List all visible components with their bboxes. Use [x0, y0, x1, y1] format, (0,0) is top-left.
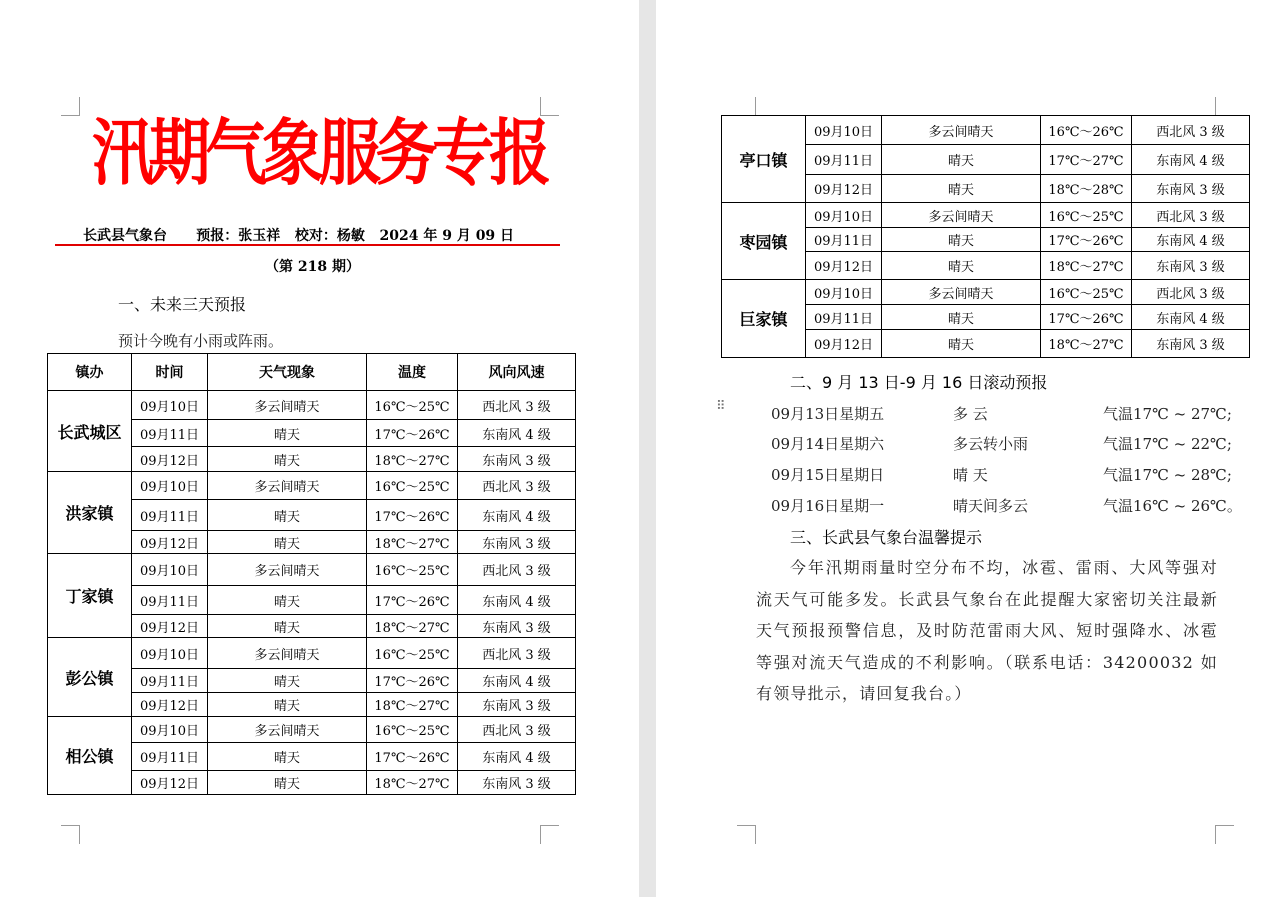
date-cell: 09月11日: [806, 145, 882, 175]
date-cell: 09月11日: [132, 500, 208, 531]
date-cell: 09月10日: [132, 391, 208, 420]
wind-cell: 西北风 3 级: [1132, 203, 1250, 228]
date-cell: 09月12日: [132, 615, 208, 638]
temperature-cell: 17℃～26℃: [367, 500, 458, 531]
wind-cell: 西北风 3 级: [458, 554, 576, 586]
temperature-cell: 18℃～27℃: [1041, 252, 1132, 280]
weather-cell: 晴天: [882, 228, 1041, 252]
temperature-cell: 16℃～25℃: [367, 554, 458, 586]
wind-cell: 西北风 3 级: [458, 717, 576, 743]
weather-cell: 多云间晴天: [882, 280, 1041, 305]
date-cell: 09月11日: [132, 420, 208, 447]
column-header: 温度: [367, 354, 458, 391]
weather-cell: 晴天: [882, 330, 1041, 358]
temperature-cell: 16℃～25℃: [367, 717, 458, 743]
date-cell: 09月12日: [132, 447, 208, 472]
table-row: [722, 116, 1250, 145]
weather-cell: 多云间晴天: [208, 638, 367, 669]
temperature-cell: 17℃～27℃: [1041, 145, 1132, 175]
section1-intro: 预计今晚有小雨或阵雨。: [118, 332, 284, 350]
rolling-date: 09月15日星期日: [771, 466, 885, 484]
drag-handle-icon[interactable]: ⠿: [716, 399, 724, 414]
temperature-cell: 17℃～26℃: [367, 586, 458, 615]
date-cell: 09月10日: [132, 472, 208, 500]
date-cell: 09月12日: [132, 771, 208, 795]
date-cell: 09月11日: [132, 669, 208, 693]
temperature-cell: 16℃～25℃: [1041, 280, 1132, 305]
table-row: [722, 203, 1250, 228]
temperature-cell: 16℃～25℃: [367, 472, 458, 500]
wind-cell: 东南风 4 级: [1132, 228, 1250, 252]
wind-cell: 西北风 3 级: [1132, 280, 1250, 305]
section1-heading: 一、未来三天预报: [118, 295, 247, 314]
rolling-temperature: 气温17℃ ~ 22℃;: [1103, 435, 1232, 453]
weather-cell: 晴天: [208, 743, 367, 771]
date-cell: 09月12日: [132, 693, 208, 717]
date-cell: 09月10日: [806, 203, 882, 228]
temperature-cell: 16℃～25℃: [367, 391, 458, 420]
wind-cell: 东南风 3 级: [458, 531, 576, 554]
table-row: [722, 280, 1250, 305]
temperature-cell: 16℃～25℃: [367, 638, 458, 669]
date-cell: 09月11日: [132, 743, 208, 771]
rolling-temperature: 气温17℃ ~ 28℃;: [1103, 466, 1232, 484]
date-cell: 09月11日: [806, 305, 882, 330]
wind-cell: 东南风 4 级: [458, 420, 576, 447]
table-row: [48, 717, 576, 743]
crop-mark: [737, 97, 756, 116]
town-name-cell: 彭公镇: [48, 638, 132, 717]
weather-cell: 晴天: [882, 175, 1041, 203]
wind-cell: 东南风 4 级: [1132, 305, 1250, 330]
temperature-cell: 16℃～25℃: [1041, 203, 1132, 228]
wind-cell: 东南风 3 级: [458, 771, 576, 795]
document-title: 汛期气象服务专报: [91, 110, 546, 195]
wind-cell: 西北风 3 级: [458, 638, 576, 669]
weather-cell: 多云间晴天: [208, 472, 367, 500]
column-header: 时间: [132, 354, 208, 391]
weather-cell: 晴天: [208, 693, 367, 717]
weather-cell: 多云间晴天: [882, 116, 1041, 145]
wind-cell: 东南风 3 级: [458, 447, 576, 472]
weather-cell: 晴天: [208, 531, 367, 554]
temperature-cell: 18℃～27℃: [367, 693, 458, 717]
wind-cell: 东南风 4 级: [458, 586, 576, 615]
section3-heading: 三、长武县气象台温馨提示: [790, 528, 983, 547]
weather-cell: 晴天: [208, 615, 367, 638]
wind-cell: 西北风 3 级: [458, 391, 576, 420]
wind-cell: 东南风 3 级: [1132, 175, 1250, 203]
wind-cell: 东南风 4 级: [458, 743, 576, 771]
rolling-weather: 晴 天: [953, 466, 988, 484]
warm-tips-paragraph: 今年汛期雨量时空分布不均，冰雹、雷雨、大风等强对流天气可能多发。长武县气象台在此提醒大家密切关注最新天气预报预警信息，及时防范雷雨大风、短时强降水、冰雹等强对流天气造成的不利影响。（联系电话：34200032 如有领导批示，请回复我台。）: [756, 558, 1218, 703]
column-header: 风向风速: [458, 354, 576, 391]
weather-cell: 多云间晴天: [208, 391, 367, 420]
column-header: 天气现象: [208, 354, 367, 391]
date-cell: 09月10日: [806, 116, 882, 145]
weather-cell: 多云间晴天: [208, 554, 367, 586]
document-page-left: [0, 0, 639, 897]
wind-cell: 东南风 4 级: [1132, 145, 1250, 175]
town-name-cell: 相公镇: [48, 717, 132, 795]
date-cell: 09月11日: [132, 586, 208, 615]
table-header-row: [48, 354, 576, 391]
column-header: 镇办: [48, 354, 132, 391]
crop-mark: [1215, 97, 1234, 116]
weather-cell: 晴天: [208, 447, 367, 472]
temperature-cell: 18℃～28℃: [1041, 175, 1132, 203]
table-row: [48, 391, 576, 420]
forecast-table: [47, 353, 576, 795]
wind-cell: 东南风 3 级: [458, 693, 576, 717]
forecast-table-continued: [721, 115, 1250, 358]
temperature-cell: 18℃～27℃: [1041, 330, 1132, 358]
date-cell: 09月12日: [806, 175, 882, 203]
date-cell: 09月12日: [806, 330, 882, 358]
date-cell: 09月10日: [132, 717, 208, 743]
town-name-cell: 洪家镇: [48, 472, 132, 554]
crop-mark: [61, 825, 80, 844]
weather-cell: 晴天: [208, 586, 367, 615]
table-row: [48, 638, 576, 669]
wind-cell: 西北风 3 级: [458, 472, 576, 500]
weather-cell: 多云间晴天: [208, 717, 367, 743]
table-row: [48, 472, 576, 500]
table-row: [48, 554, 576, 586]
town-name-cell: 枣园镇: [722, 203, 806, 280]
rolling-weather: 多 云: [953, 405, 988, 423]
wind-cell: 东南风 3 级: [458, 615, 576, 638]
date-cell: 09月10日: [806, 280, 882, 305]
wind-cell: 东南风 4 级: [458, 669, 576, 693]
rolling-weather: 晴天间多云: [953, 497, 1029, 515]
red-divider: [55, 244, 560, 246]
temperature-cell: 16℃～26℃: [1041, 116, 1132, 145]
crop-mark: [737, 825, 756, 844]
rolling-date: 09月13日星期五: [771, 405, 885, 423]
rolling-temperature: 气温16℃ ~ 26℃。: [1103, 497, 1242, 515]
temperature-cell: 18℃～27℃: [367, 447, 458, 472]
date-cell: 09月10日: [132, 638, 208, 669]
wind-cell: 东南风 4 级: [458, 500, 576, 531]
temperature-cell: 17℃～26℃: [367, 743, 458, 771]
town-name-cell: 长武城区: [48, 391, 132, 472]
issue-number: （第 218 期）: [265, 259, 360, 275]
town-name-cell: 巨家镇: [722, 280, 806, 358]
town-name-cell: 亭口镇: [722, 116, 806, 203]
weather-cell: 晴天: [208, 420, 367, 447]
weather-cell: 晴天: [208, 500, 367, 531]
rolling-temperature: 气温17℃ ~ 27℃;: [1103, 405, 1232, 423]
temperature-cell: 17℃～26℃: [367, 420, 458, 447]
temperature-cell: 17℃～26℃: [367, 669, 458, 693]
date-cell: 09月11日: [806, 228, 882, 252]
weather-cell: 晴天: [882, 252, 1041, 280]
weather-cell: 晴天: [882, 305, 1041, 330]
rolling-date: 09月16日星期一: [771, 497, 885, 515]
crop-mark: [1215, 825, 1234, 844]
rolling-weather: 多云转小雨: [953, 435, 1029, 453]
wind-cell: 西北风 3 级: [1132, 116, 1250, 145]
temperature-cell: 18℃～27℃: [367, 771, 458, 795]
wind-cell: 东南风 3 级: [1132, 252, 1250, 280]
temperature-cell: 17℃～26℃: [1041, 305, 1132, 330]
byline: 长武县气象台 预报：张玉祥 校对：杨敏 2024 年 9 月 09 日: [83, 228, 515, 244]
weather-cell: 晴天: [882, 145, 1041, 175]
temperature-cell: 17℃～26℃: [1041, 228, 1132, 252]
temperature-cell: 18℃～27℃: [367, 531, 458, 554]
section2-heading: 二、9 月 13 日-9 月 16 日滚动预报: [790, 373, 1048, 392]
date-cell: 09月12日: [806, 252, 882, 280]
weather-cell: 多云间晴天: [882, 203, 1041, 228]
weather-cell: 晴天: [208, 771, 367, 795]
temperature-cell: 18℃～27℃: [367, 615, 458, 638]
date-cell: 09月12日: [132, 531, 208, 554]
crop-mark: [540, 825, 559, 844]
wind-cell: 东南风 3 级: [1132, 330, 1250, 358]
town-name-cell: 丁家镇: [48, 554, 132, 638]
rolling-date: 09月14日星期六: [771, 435, 885, 453]
date-cell: 09月10日: [132, 554, 208, 586]
weather-cell: 晴天: [208, 669, 367, 693]
